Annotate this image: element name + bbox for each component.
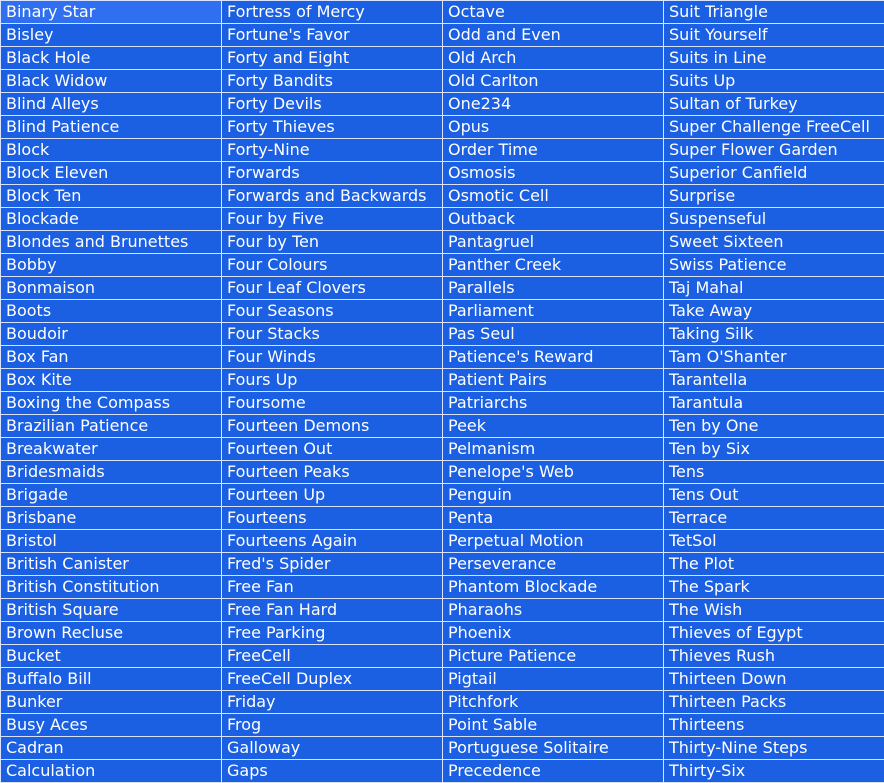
table-row <box>1 24 884 47</box>
table-row <box>1 461 884 484</box>
game-name-cell[interactable]: Black Widow <box>1 70 222 93</box>
table-row <box>1 415 884 438</box>
game-name-cell[interactable]: Ten by One <box>664 415 884 438</box>
game-name-cell[interactable]: Thieves Rush <box>664 645 884 668</box>
game-name-cell[interactable]: Brazilian Patience <box>1 415 222 438</box>
game-name-cell[interactable]: Pharaohs <box>443 599 664 622</box>
game-name-cell[interactable]: FreeCell Duplex <box>222 668 443 691</box>
game-name-cell[interactable]: Fortress of Mercy <box>222 1 443 24</box>
game-name-cell[interactable]: Taj Mahal <box>664 277 884 300</box>
game-name-cell[interactable]: Frog <box>222 714 443 737</box>
game-name-cell[interactable]: Opus <box>443 116 664 139</box>
game-name-cell[interactable]: Bridesmaids <box>1 461 222 484</box>
game-name-cell[interactable]: Patience's Reward <box>443 346 664 369</box>
game-name-cell[interactable]: FreeCell <box>222 645 443 668</box>
game-name-cell[interactable]: Penta <box>443 507 664 530</box>
game-name-cell[interactable]: Peek <box>443 415 664 438</box>
game-name-cell[interactable]: Super Challenge FreeCell <box>664 116 884 139</box>
table-row <box>1 277 884 300</box>
game-name-cell[interactable]: Panther Creek <box>443 254 664 277</box>
table-row <box>1 530 884 553</box>
game-name-cell[interactable]: Forty Devils <box>222 93 443 116</box>
table-row <box>1 438 884 461</box>
game-name-cell[interactable]: Binary Star <box>1 1 222 24</box>
game-name-cell[interactable]: Tarantella <box>664 369 884 392</box>
game-name-cell[interactable]: Suits in Line <box>664 47 884 70</box>
game-name-cell[interactable]: Fortune's Favor <box>222 24 443 47</box>
game-name-cell[interactable]: Free Fan Hard <box>222 599 443 622</box>
game-name-cell[interactable]: Suspenseful <box>664 208 884 231</box>
game-name-cell[interactable]: Sweet Sixteen <box>664 231 884 254</box>
game-name-cell[interactable]: Swiss Patience <box>664 254 884 277</box>
game-name-cell[interactable]: Suits Up <box>664 70 884 93</box>
game-name-cell[interactable]: Foursome <box>222 392 443 415</box>
game-name-cell[interactable]: British Constitution <box>1 576 222 599</box>
game-name-cell[interactable]: Fourteens <box>222 507 443 530</box>
game-name-cell[interactable]: Blockade <box>1 208 222 231</box>
game-name-cell[interactable]: Busy Aces <box>1 714 222 737</box>
game-name-cell[interactable]: Four Winds <box>222 346 443 369</box>
game-name-cell[interactable]: Buffalo Bill <box>1 668 222 691</box>
game-name-cell[interactable]: Boxing the Compass <box>1 392 222 415</box>
table-row <box>1 346 884 369</box>
game-name-cell[interactable]: Surprise <box>664 185 884 208</box>
game-name-cell[interactable]: Old Arch <box>443 47 664 70</box>
game-name-cell[interactable]: Thirty-Nine Steps <box>664 737 884 760</box>
game-name-cell[interactable]: Pitchfork <box>443 691 664 714</box>
game-name-cell[interactable]: Picture Patience <box>443 645 664 668</box>
game-name-cell[interactable]: Bucket <box>1 645 222 668</box>
game-name-cell[interactable]: Cadran <box>1 737 222 760</box>
game-name-cell[interactable]: One234 <box>443 93 664 116</box>
table-row <box>1 599 884 622</box>
game-name-cell[interactable]: Free Parking <box>222 622 443 645</box>
game-name-cell[interactable]: Osmotic Cell <box>443 185 664 208</box>
game-name-cell[interactable]: Thirteen Packs <box>664 691 884 714</box>
game-name-cell[interactable]: Superior Canfield <box>664 162 884 185</box>
table-row <box>1 622 884 645</box>
table-row <box>1 737 884 760</box>
table-row <box>1 392 884 415</box>
table-row <box>1 645 884 668</box>
game-name-cell[interactable]: Calculation <box>1 760 222 783</box>
game-list-body <box>1 1 884 783</box>
game-name-cell[interactable]: Block <box>1 139 222 162</box>
game-name-cell[interactable]: Forty Thieves <box>222 116 443 139</box>
game-name-cell[interactable]: Forty-Nine <box>222 139 443 162</box>
game-name-cell[interactable]: Free Fan <box>222 576 443 599</box>
game-name-cell[interactable]: Four by Five <box>222 208 443 231</box>
table-row <box>1 576 884 599</box>
game-name-cell[interactable]: Phoenix <box>443 622 664 645</box>
game-name-cell[interactable]: Blind Alleys <box>1 93 222 116</box>
game-name-cell[interactable]: Blondes and Brunettes <box>1 231 222 254</box>
game-name-cell[interactable]: Take Away <box>664 300 884 323</box>
game-name-cell[interactable]: Four Colours <box>222 254 443 277</box>
game-name-cell[interactable]: Friday <box>222 691 443 714</box>
table-row <box>1 116 884 139</box>
table-row <box>1 47 884 70</box>
table-row <box>1 300 884 323</box>
table-row <box>1 760 884 783</box>
game-name-cell[interactable]: Odd and Even <box>443 24 664 47</box>
table-row <box>1 185 884 208</box>
game-name-cell[interactable]: Thirteen Down <box>664 668 884 691</box>
table-row <box>1 323 884 346</box>
table-row <box>1 139 884 162</box>
game-name-cell[interactable]: Parallels <box>443 277 664 300</box>
game-name-cell[interactable]: Brigade <box>1 484 222 507</box>
game-name-cell[interactable]: Suit Yourself <box>664 24 884 47</box>
game-name-cell[interactable]: Black Hole <box>1 47 222 70</box>
game-name-cell[interactable]: Order Time <box>443 139 664 162</box>
game-name-cell[interactable]: Portuguese Solitaire <box>443 737 664 760</box>
table-row <box>1 668 884 691</box>
game-name-cell[interactable]: Ten by Six <box>664 438 884 461</box>
game-name-cell[interactable]: Suit Triangle <box>664 1 884 24</box>
game-name-cell[interactable]: Brisbane <box>1 507 222 530</box>
game-name-cell[interactable]: Fourteen Out <box>222 438 443 461</box>
game-name-cell[interactable]: Tens Out <box>664 484 884 507</box>
game-name-cell[interactable]: Thirteens <box>664 714 884 737</box>
game-name-cell[interactable]: Pelmanism <box>443 438 664 461</box>
game-name-cell[interactable]: Forty Bandits <box>222 70 443 93</box>
game-name-cell[interactable]: Tam O'Shanter <box>664 346 884 369</box>
table-row <box>1 714 884 737</box>
table-row <box>1 254 884 277</box>
game-name-cell[interactable]: Pigtail <box>443 668 664 691</box>
game-name-cell[interactable]: Boudoir <box>1 323 222 346</box>
game-name-cell[interactable]: Four by Ten <box>222 231 443 254</box>
game-name-cell[interactable]: Bonmaison <box>1 277 222 300</box>
table-row <box>1 553 884 576</box>
game-name-cell[interactable]: Fred's Spider <box>222 553 443 576</box>
game-name-cell[interactable]: Fourteen Demons <box>222 415 443 438</box>
game-name-cell[interactable]: Super Flower Garden <box>664 139 884 162</box>
game-name-cell[interactable]: Four Seasons <box>222 300 443 323</box>
game-name-cell[interactable]: Four Stacks <box>222 323 443 346</box>
game-name-cell[interactable]: Breakwater <box>1 438 222 461</box>
game-name-cell[interactable]: Perseverance <box>443 553 664 576</box>
game-name-cell[interactable]: British Canister <box>1 553 222 576</box>
game-name-cell[interactable]: Osmosis <box>443 162 664 185</box>
table-row <box>1 93 884 116</box>
game-name-cell[interactable]: The Spark <box>664 576 884 599</box>
game-name-cell[interactable]: Fourteen Up <box>222 484 443 507</box>
table-row <box>1 70 884 93</box>
table-row <box>1 369 884 392</box>
game-name-cell[interactable]: Tens <box>664 461 884 484</box>
game-name-cell[interactable]: Parliament <box>443 300 664 323</box>
game-name-cell[interactable]: Phantom Blockade <box>443 576 664 599</box>
table-row <box>1 162 884 185</box>
game-name-cell[interactable]: Pas Seul <box>443 323 664 346</box>
table-row <box>1 484 884 507</box>
game-name-cell[interactable]: British Square <box>1 599 222 622</box>
game-name-cell[interactable]: Box Fan <box>1 346 222 369</box>
game-name-cell[interactable]: Fourteens Again <box>222 530 443 553</box>
game-name-cell[interactable]: Brown Recluse <box>1 622 222 645</box>
game-name-cell[interactable]: Bisley <box>1 24 222 47</box>
table-row <box>1 208 884 231</box>
game-name-cell[interactable]: Penguin <box>443 484 664 507</box>
table-row <box>1 231 884 254</box>
game-name-cell[interactable]: The Plot <box>664 553 884 576</box>
game-name-cell[interactable]: Patriarchs <box>443 392 664 415</box>
game-name-cell[interactable]: Thirty-Six <box>664 760 884 783</box>
game-name-cell[interactable]: Penelope's Web <box>443 461 664 484</box>
game-name-cell[interactable]: Tarantula <box>664 392 884 415</box>
game-name-cell[interactable]: Gaps <box>222 760 443 783</box>
game-name-cell[interactable]: Old Carlton <box>443 70 664 93</box>
game-name-cell[interactable]: Box Kite <box>1 369 222 392</box>
game-name-cell[interactable]: The Wish <box>664 599 884 622</box>
game-name-cell[interactable]: TetSol <box>664 530 884 553</box>
game-name-cell[interactable]: Octave <box>443 1 664 24</box>
game-name-cell[interactable]: Pantagruel <box>443 231 664 254</box>
game-name-cell[interactable]: Taking Silk <box>664 323 884 346</box>
game-name-cell[interactable]: Precedence <box>443 760 664 783</box>
game-name-cell[interactable]: Bristol <box>1 530 222 553</box>
game-name-cell[interactable]: Point Sable <box>443 714 664 737</box>
game-name-cell[interactable]: Block Ten <box>1 185 222 208</box>
game-name-cell[interactable]: Fours Up <box>222 369 443 392</box>
game-name-cell[interactable]: Fourteen Peaks <box>222 461 443 484</box>
game-name-cell[interactable]: Outback <box>443 208 664 231</box>
table-row <box>1 507 884 530</box>
table-row <box>1 1 884 24</box>
game-name-cell[interactable]: Terrace <box>664 507 884 530</box>
game-name-cell[interactable]: Sultan of Turkey <box>664 93 884 116</box>
game-name-cell[interactable]: Forwards and Backwards <box>222 185 443 208</box>
game-name-cell[interactable]: Thieves of Egypt <box>664 622 884 645</box>
game-name-cell[interactable]: Forty and Eight <box>222 47 443 70</box>
game-name-cell[interactable]: Bobby <box>1 254 222 277</box>
table-row <box>1 691 884 714</box>
game-name-cell[interactable]: Patient Pairs <box>443 369 664 392</box>
game-name-cell[interactable]: Bunker <box>1 691 222 714</box>
game-name-cell[interactable]: Perpetual Motion <box>443 530 664 553</box>
game-name-cell[interactable]: Four Leaf Clovers <box>222 277 443 300</box>
game-name-cell[interactable]: Boots <box>1 300 222 323</box>
game-name-cell[interactable]: Blind Patience <box>1 116 222 139</box>
game-name-cell[interactable]: Forwards <box>222 162 443 185</box>
game-name-cell[interactable]: Galloway <box>222 737 443 760</box>
game-name-cell[interactable]: Block Eleven <box>1 162 222 185</box>
